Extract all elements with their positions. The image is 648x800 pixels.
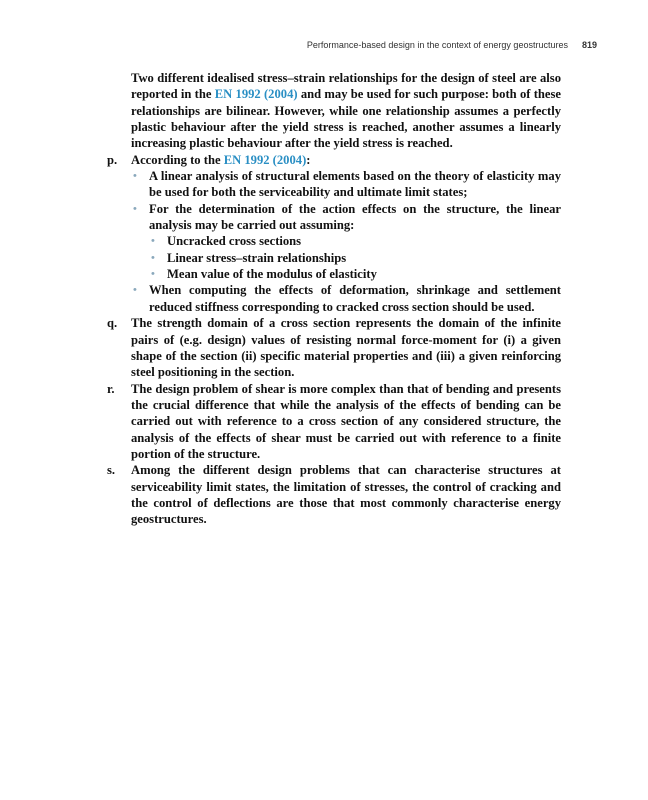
- subbullet-text: Linear stress–strain relationships: [167, 250, 347, 265]
- bullet-icon: •: [151, 251, 155, 264]
- item-marker-s: s.: [107, 463, 116, 478]
- running-header: [307, 40, 597, 50]
- bullet-text: A linear analysis of structural elements based on the theory of elasticity may be used for both the serviceability and ultimate limit states;: [149, 169, 561, 200]
- subbullet-item: [131, 233, 561, 249]
- bullet-item: [131, 168, 561, 201]
- subbullet-item: [131, 250, 561, 266]
- bullet-icon: •: [133, 284, 137, 297]
- subbullet-item: [131, 266, 561, 282]
- list-item-s: [107, 462, 561, 527]
- intro-paragraph: [131, 70, 561, 152]
- item-p-lead: [131, 152, 561, 168]
- intro-text-1: Two different idealised stress–strain relationships for the design of steel are also reported in the: [131, 71, 561, 102]
- bullet-icon: •: [151, 268, 155, 281]
- running-title: Performance-based design in the context of energy geostructures: [306, 40, 568, 50]
- subbullet-text: Mean value of the modulus of elasticity: [167, 267, 377, 282]
- item-marker-r: r.: [107, 381, 115, 396]
- bullet-icon: •: [133, 170, 137, 183]
- bullet-text: For the determination of the action effects on the structure, the linear analysis may be carried out assuming:: [149, 201, 561, 233]
- citation-link-en1992[interactable]: EN 1992 (2004): [214, 87, 298, 102]
- item-p-bullets: [131, 168, 561, 315]
- subbullet-text: Uncracked cross sections: [167, 234, 302, 249]
- bullet-text: When computing the effects of deformation, shrinkage and settlement reduced stiffness corresponding to cracked cross section should be used.: [149, 283, 561, 314]
- bullet-item: [131, 201, 561, 234]
- citation-link-en1992-p[interactable]: EN 1992 (2004): [223, 152, 307, 167]
- item-p-text-2: :: [306, 152, 311, 167]
- item-p-text-1: According to the: [131, 152, 224, 167]
- list-item-p: [107, 152, 561, 315]
- item-marker-p: p.: [107, 152, 118, 167]
- item-q-text: The strength domain of a cross section represents the domain of the infinite pairs of (e.g. design) values of resisting normal force-moment for (i) a given shape of the section (ii) specific material properties and (iii) a given reinforcing steel positioning in the section.: [131, 316, 561, 380]
- bullet-item: [131, 282, 561, 315]
- item-marker-q: q.: [107, 316, 118, 331]
- page-number: 819: [581, 40, 597, 50]
- item-s-text: Among the different design problems that can characterise structures at serviceability limit states, the limitation of stresses, the control of cracking and the control of deflections are those that most commonly characterise energy geostructures.: [131, 463, 561, 527]
- item-r-text: The design problem of shear is more complex than that of bending and presents the crucial difference that while the analysis of the effects of bending can be carried out with reference to a cross section of any considered structure, the analysis of the effects of shear must be carried out with reference to a finite portion of the structure.: [131, 381, 561, 461]
- list-item-q: [107, 315, 561, 380]
- bullet-icon: •: [151, 235, 155, 248]
- intro-text-2: and may be used for such purpose: both of these relationships are bilinear. However, while one relationship assumes a perfectly plastic behaviour after the yield stress is reached, another assumes a linearly increasing plastic behaviour after the yield stress is reached.: [131, 87, 561, 151]
- page-body: [107, 70, 561, 528]
- list-item-r: [107, 381, 561, 463]
- bullet-icon: •: [133, 202, 137, 215]
